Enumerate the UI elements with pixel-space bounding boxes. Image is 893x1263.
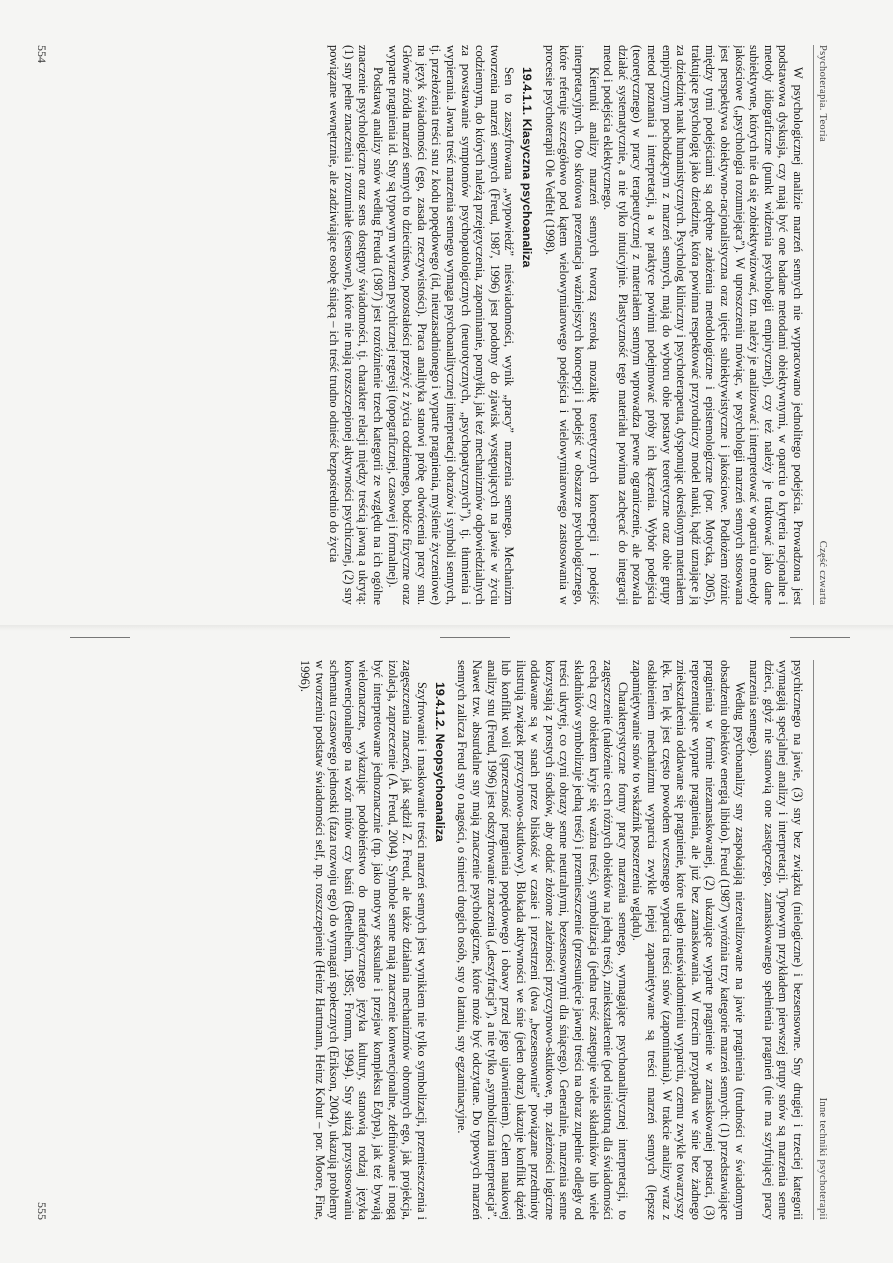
running-head-part: Część czwarta	[817, 540, 828, 605]
body-text-right	[297, 660, 805, 1220]
paragraph: Charakterystyczne formy pracy marzenia sennego, wymagające psychoanalitycznej interpretacji, to zagęszczenie (nałożenie cech różnych obiektów na jedną treść), zniekształcenie (pod nieistotną dla świadomości cechą czy obiektem kryje się ważna treść), symbolizacja (jedna treść zastępuje wiele składników lub wiele składników symbolizuje jedną treść) i przemieszczenie (przesunięcie jawnej treści na obraz zupełnie odległy od treści ukrytej, co czyni obrazy senne neutralnymi, bezsensownymi dla śniącego). Generalnie, marzenia senne korzystają z prostych środków, aby oddać złożone zależności przyczynowo-skutkowe, np. zależności logiczne oddawane są w snach przez bliskość w czasie i przestrzeni (dwa „bezsensownie” powiązane przedmioty ilustrują związek przyczynowo-skutkowy). Blokada aktywności we śnie (jeden obraz) ukazuje konflikt dążeń lub konflikt woli (sprzeczność pragnienia popędowego i obawy przed jego ujawnieniem). Celem naukowej analizy snu (Freud, 1996) jest odszyfrowanie znaczenia („deszyfracja”), a nie tylko „symboliczna interpretacja”. Nawet tzw. absurdalne sny mają znaczenie psychologiczne, które może być odczytane. Do typowych marzeń sennych zalicza Freud sny o nagości, o śmierci drogich osób, sny o lataniu, sny egzaminacyjne.	[455, 660, 630, 1220]
running-head-right	[813, 660, 828, 1220]
page-left	[28, 45, 828, 605]
body-text-left	[327, 45, 805, 605]
running-head-chapter: Inne techniki psychoterapii	[817, 1097, 828, 1220]
paragraph: Według psychoanalizy sny zaspokajają niezrealizowane na jawie pragnienia (trudności w świadomym obsadzeniu obiektów energią libido). Freud (1987) wyróżnia trzy kategorie marzeń sennych: (1) przedstawiające pragnienia w formie niezamaskowanej, (2) ukazujące wyparte pragnienie w zamaskowanej postaci, (3) reprezentujące wyparte pragnienia, ale już bez zamaskowania. W trzecim przypadku we śnie bez żadnego zniekształcenia oddawane się pragnienie, które uległo nieuświadomieniu wyparciu, czemu zwykle towarzyszy lęk. Ten lęk jest często powodem wczesnego wyparcia treści snów (zapominania). W trakcie analizy wraz z osłabieniem mechanizmu wyparcia zwykle lepiej zapamiętywane są treści marzeń sennych (lepsze zapamiętywanie snów to wskaźnik poszerzenia wglądu).	[630, 660, 747, 1220]
page-number: 554	[35, 45, 49, 63]
section-heading: 19.4.1.1. Klasyczna psychoanaliza	[520, 67, 535, 268]
paragraph: W psychologicznej analizie marzeń sennych nie wypracowano jednolitego podejścia. Prowadzona jest podstawowa dyskusja, czy mają być one badane metodami obiektywnymi, w oparciu o kryteria racjonalne i metody idiograficzne (punkt widzenia psychologii empirycznej), czy też należy je traktować jako dane subiektywne, których nie da się zobiektywizować, tzn. należy je analizować i interpretować w oparciu o metody jakościowe („psychologia rozumiejąca”). W uproszczeniu mówiąc, w psychologii marzeń sennych stosowana jest perspektywa obiektywno-racjonalistyczna oraz ujęcie subiektywistyczne i jakościowe. Podłożem różnic między tymi podejściami są odrębne założenia metodologiczne i epistemologiczne (por. Motycka, 2005), traktujące psychologię jako dziedzinę, która powinna respektować przyrodniczy model nauki, bądź uznające ją za dziedzinę nauk humanistycznych. Psycholog kliniczny i psychoterapeuta, dysponując określonym materiałem empirycznym pochodzącym z marzeń sennych, mają do wyboru obie postawy teoretyczne oraz obie grupy metod poznania i interpretacji, a w praktyce powinni podejmować próby ich łączenia. Wybór podejścia (teoretycznego) w pracy terapeutycznej z materiałem sennym wprowadza pewne ograniczenie, ale pozwala działać systematycznie, a nie tylko intuicyjnie. Plastyczność tego materiału powinna zachęcać do integracji metod i podejścia eklektycznego.	[601, 45, 805, 605]
paragraph: Kierunki analizy marzeń sennych tworzą szeroką mozaikę teoretycznych koncepcji i podejść interpretacyjnych. Oto skrótowa prezentacja ważniejszych koncepcji i podejść w obszarze psychologicznego, które referuje szczegółowo pod kątem wielowymiarowego podejścia i wielowymiarowego zastosowania w procesie psychoterapii Ole Vedfelt (1998).	[542, 45, 601, 605]
page-fold	[0, 625, 893, 631]
page-right	[28, 660, 828, 1220]
section-heading: 19.4.1.2. Neopsychoanaliza	[432, 682, 447, 842]
running-head-title: Psychoterapia. Teoria	[817, 45, 828, 142]
paragraph: Szyfrowanie i maskowanie treści marzeń sennych jest wynikiem nie tylko symbolizacji, przemieszczenia i zagęszczenia znaczeń, jak sądził Z. Freud, ale także działania mechanizmów obronnych ego, jak projekcja, izolacja, zaprzeczenie (A. Freud, 2004). Symbole senne mają znaczenie konwencjonalne, zdefiniowane i mogą być interpretowane jednoznacznie (np. jako motywy seksualne i przejaw kompleksu Edypa), jak też bywają wieloznaczne, wykazując podobieństwo do metaforycznego języka kultury, stanowią rodzaj języka konwencjonalnego na wzór mitów czy baśni (Bettelheim, 1985; Fromm, 1994). Sny służą przystosowaniu schematu czasowego jednostki (faza rozwoju ego) do wymagań społecznych (Erikson, 2004), ukazują problemy w tworzeniu podstaw świadomości self, np. rozszczepienie (Heinz Hartmann, Heinz Kohut – por. Moore, Fine, 1996).	[298, 660, 429, 1220]
paragraph: Sen to zaszyfrowana „wypowiedź” nieświadomości, wynik „pracy” marzenia sennego. Mechanizm tworzenia marzeń sennych (Freud, 1987, 1996) jest podobny do zjawisk występujących na jawie w życiu codziennym, do których należą przejęzyczenia, zapominanie, pomyłki, jak też mechanizmów odpowiedzialnych za powstawanie symptomów psychopatologicznych (neurotycznych, „psychopatycznych”), tj. tłumienia i wypierania. Jawna treść marzenia sennego wymaga psychoanalitycznej interpretacji obrazów i symboli sennych, tj. przełożenia treści snu z kodu popędowego (id, nieuzasadnionego i wyparte pragnienia, myślenie życzeniowe) na język świadomości (ego, zasada rzeczywistości). Praca analityka stanowi próbę odwrócenia pracy snu. Główne źródła marzeń sennych to dzieciństwo, pozostałości przeżyć z życia codziennego, bodźce fizyczne oraz wyparte pragnienia id. Sny są typowym wyrazem psychicznej regresji (topograficznej, czasowej i formalnej).	[385, 45, 517, 605]
scan-mark	[790, 637, 850, 638]
paragraph: Podstawą analizy snów według Freuda (1987) jest rozróżnienie trzech kategorii ze względu na ich ogólne znaczenie psychologiczne oraz sens dostępny świadomości, tj. charakter relacji między treścią jawną a ukrytą: (1) sny pełne znaczenia i zrozumiałe (sensowne), które nie mają rozszczepionej aktywności psychicznej, (2) sny powiązane wewnętrznie, ale zadziwiające osobę śniącą – ich treść trudno odnieść bezpośrednio do życia	[327, 45, 385, 605]
scan-mark	[70, 637, 130, 638]
paragraph: psychicznego na jawie, (3) sny bez związku (nielogiczne) i bezsensowne. Sny drugiej i trzeciej kategorii wymagają specjalnej analizy i interpretacji. Typowym przykładem pierwszej grupy snów są marzenia senne dzieci, gdyż nie stanowią one zastępczego, zamaskowanego spełnienia pragnień (nie ma szyfrującej pracy marzenia sennego).	[747, 660, 805, 1220]
page-number: 555	[35, 1202, 49, 1220]
running-head-left	[813, 45, 828, 605]
scan-mark	[440, 637, 510, 638]
